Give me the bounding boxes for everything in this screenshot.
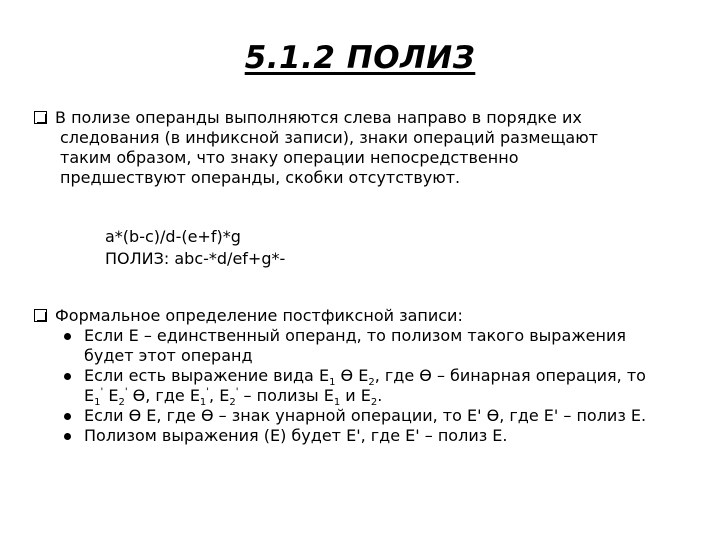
- bullet-poliz-description: [34, 108, 714, 188]
- checkbox-bullet-icon: [34, 111, 47, 124]
- bullet1-line-4: предшествуют операнды, скобки отсутствуют.: [60, 168, 461, 187]
- bullet-dot-icon: [64, 373, 71, 380]
- example-expression: a*(b-c)/d-(e+f)*g: [105, 227, 241, 246]
- example-poliz: ПОЛИЗ: abc-*d/ef+g*-: [105, 249, 286, 268]
- list-item: Если Е – единственный операнд, то полизом такого выражения будет этот операнд: [34, 326, 714, 366]
- bullet-dot-icon: [64, 333, 71, 340]
- bullet2-heading: Формальное определение постфиксной записи:: [55, 306, 463, 325]
- example-block: [105, 226, 285, 270]
- list-item: Полизом выражения (Е) будет Е', где Е' – полиз Е.: [34, 426, 714, 446]
- bullet-dot-icon: [64, 413, 71, 420]
- definition-list: [34, 326, 714, 446]
- bullet-formal-definition: [34, 306, 714, 446]
- bullet1-line-2: следования (в инфиксной записи), знаки операций размещают: [60, 128, 598, 147]
- list-item: Если есть выражение вида $Е_1$ Ө $Е_2$, где Ө – бинарная операция, то $Е_1'$ $Е_2'$ Ө, где $Е_1'$, $Е_2'$ – полизы $Е_1$ и $Е_2$.: [34, 366, 714, 406]
- list-item: Если Ө Е, где Ө – знак унарной операции, то Е' Ө, где Е' – полиз Е.: [34, 406, 714, 426]
- checkbox-bullet-icon: [34, 309, 47, 322]
- slide-title: 5.1.2 ПОЛИЗ: [244, 40, 476, 76]
- bullet1-line-1: В полизе операнды выполняются слева направо в порядке их: [55, 108, 582, 127]
- bullet1-line-3: таким образом, что знаку операции непосредственно: [60, 148, 519, 167]
- bullet-dot-icon: [64, 433, 71, 440]
